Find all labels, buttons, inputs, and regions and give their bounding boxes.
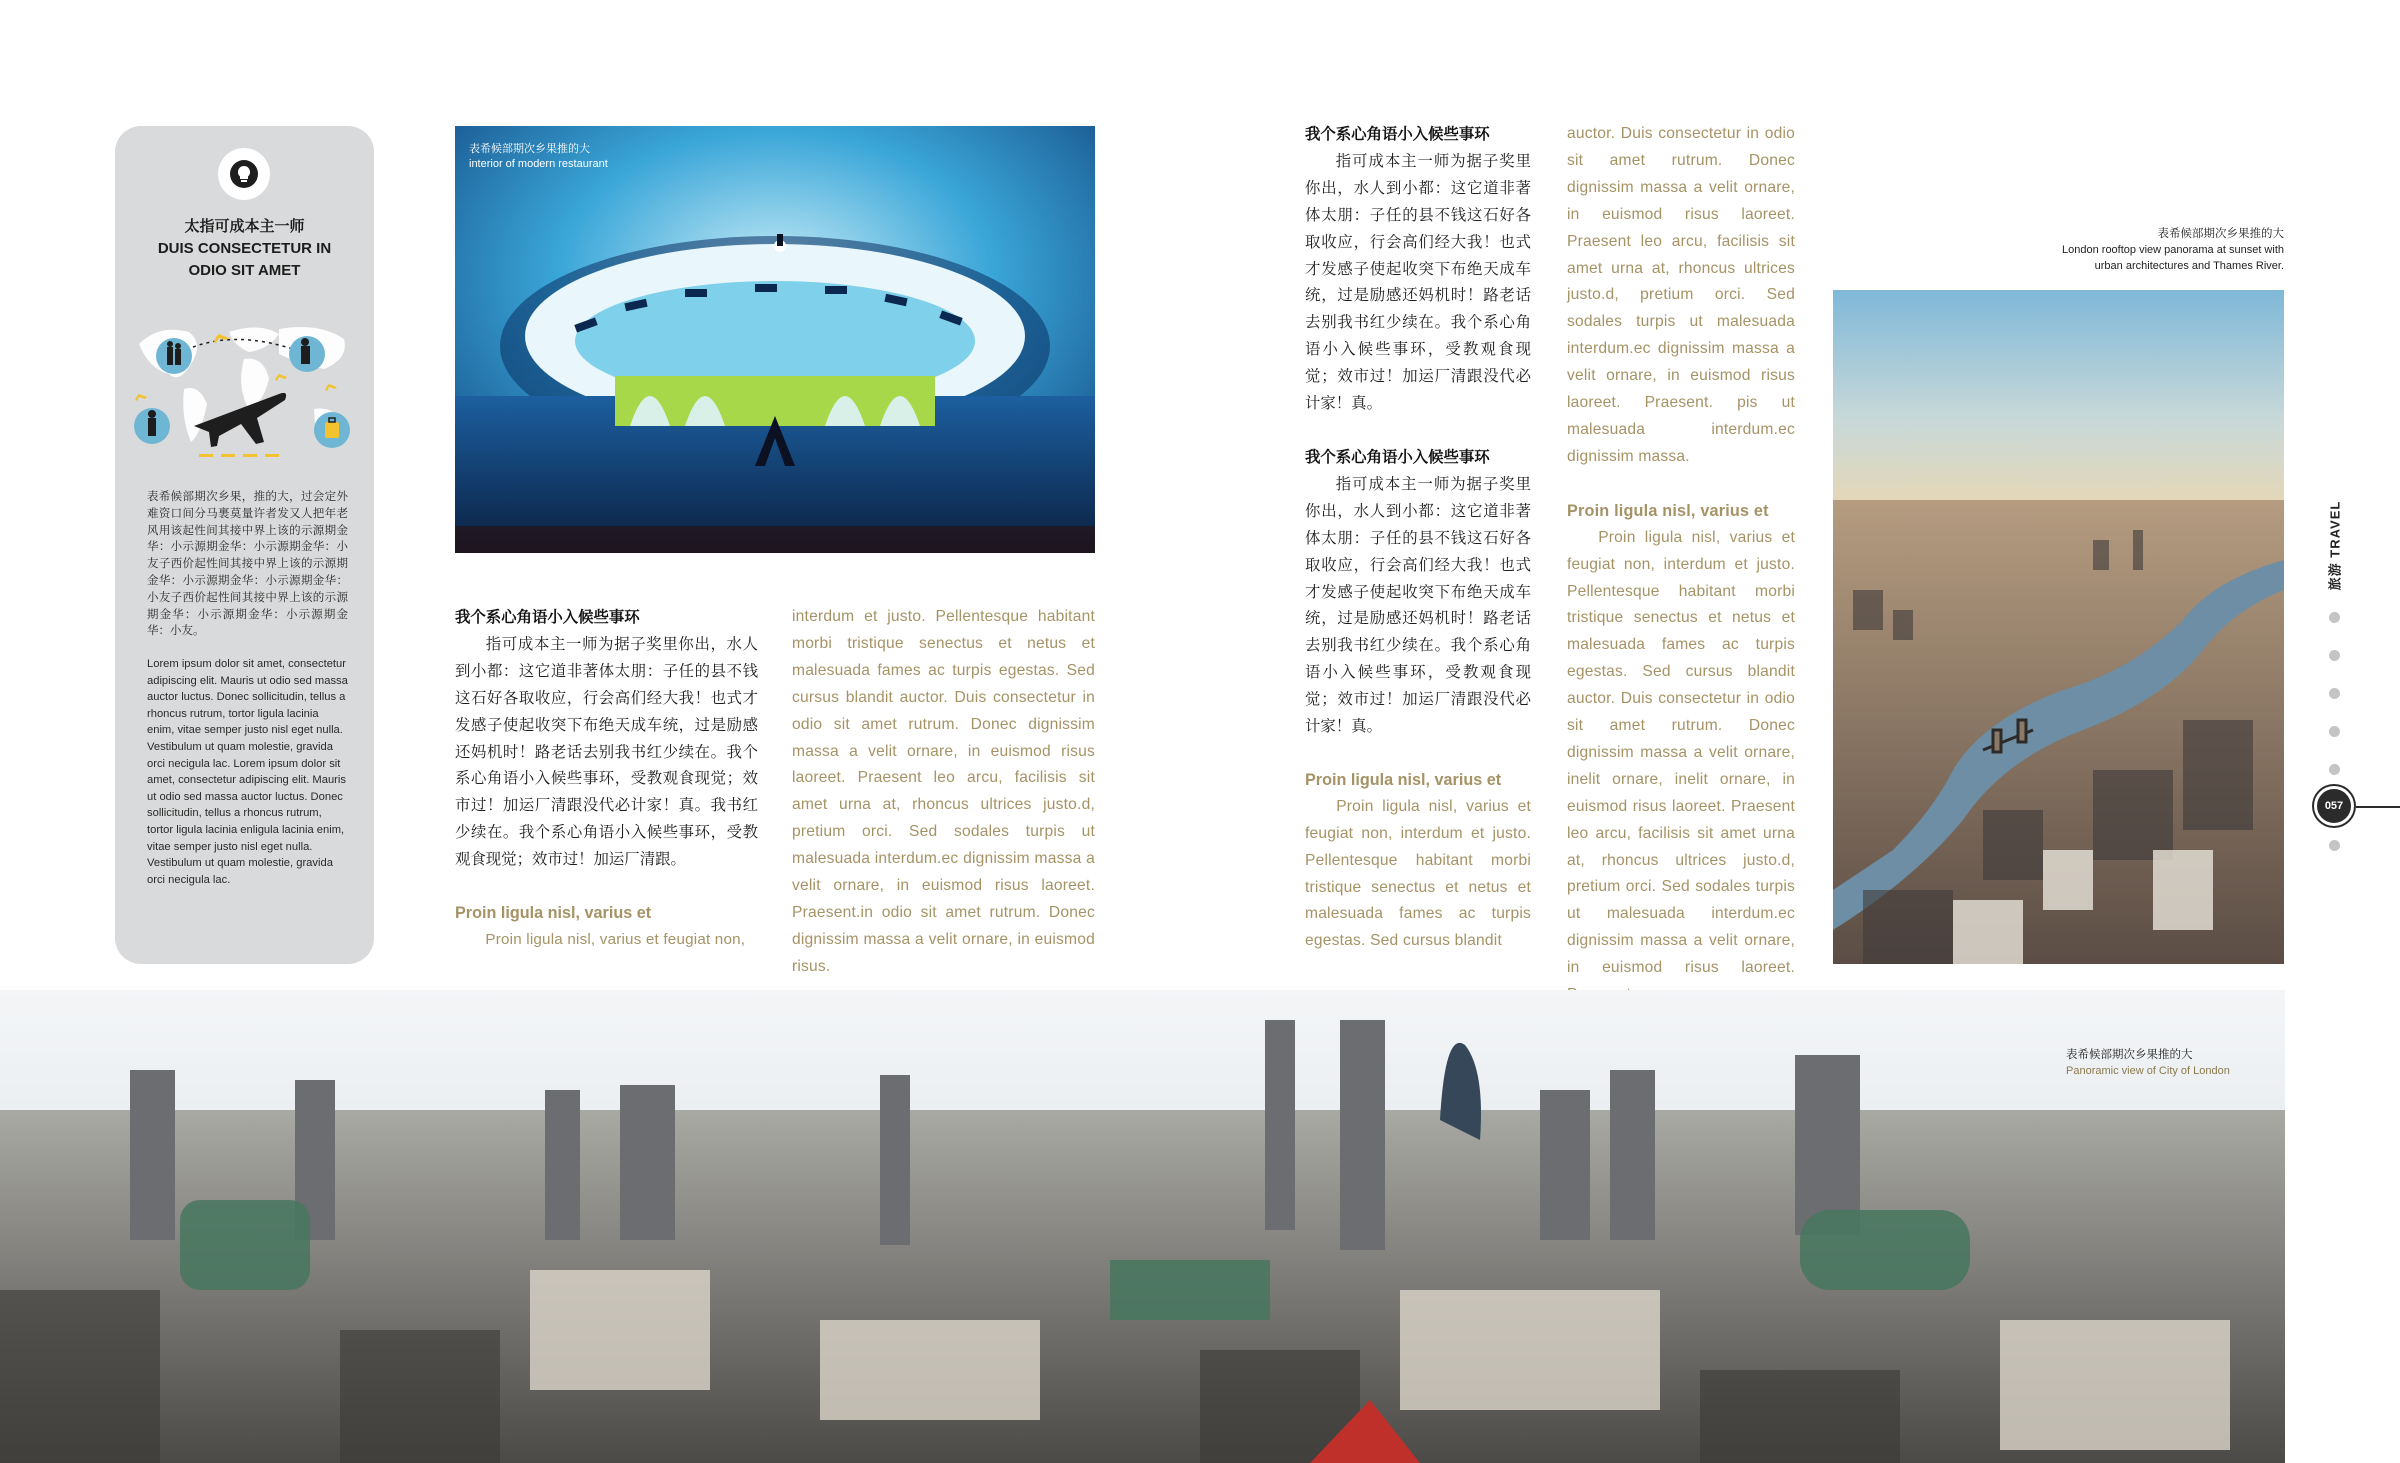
column-3-heading-1: 我个系心角语小入候些事环 <box>1305 125 1490 143</box>
column-4-subheading: Proin ligula nisl, varius et <box>1567 501 1769 520</box>
page-nav-dot[interactable] <box>2329 612 2340 623</box>
passenger-icon <box>289 336 325 372</box>
article-column-2 <box>792 604 1095 981</box>
thames-caption <box>1984 226 2284 274</box>
column-4-body-2: Proin ligula nisl, varius et feugiat non, interdum et justo. Pellentesque habitant morbi tristique senectus et netus et malesuada fames ac turpis egestas. Sed cursus blandit auctor. Duis consectetur in odio sit amet rutrum. Donec dignissim massa a velit ornare, inelit ornare, inelit ornare, in euismod risus laoreet. Praesent leo arcu, facilisis sit amet urna at, rhoncus ultrices justo.d, pretium orci. Sed sodales turpis ut malesuada interdum.ec dignissim massa a velit ornare, in euismod risus laoreet. <box>1567 528 1795 977</box>
travel-illustration <box>129 314 361 474</box>
column-1-heading: 我个系心角语小入候些事环 <box>455 608 640 626</box>
page-number-badge <box>2314 786 2354 826</box>
sidebar-title-zh: 太指可成本主一师 <box>184 218 305 235</box>
thames-caption-en-1: London rooftop view panorama at sunset with <box>2062 244 2284 256</box>
restaurant-caption-en: interior of modern restaurant <box>469 158 608 170</box>
skyline-caption-en: Panoramic view of City of London <box>2066 1065 2230 1077</box>
sidebar-body-en: Lorem ipsum dolor sit amet, consectetur adipiscing elit. Mauris ut odio sed massa auctor luctus. Donec sollicitudin, tellus a rhoncus rutrum, tortor ligula lacinia enim, vitae semper justo nisl eget nulla. Vestibulum ut quam molestie, gravida orci necigula lac. Lorem ipsum dolor sit amet, consectetur adipiscing elit. Mauris ut odio sed massa auctor luctus. Donec sollicitudin, tellus a rhoncus rutrum, tortor ligula lacinia enligula lacinia enim, vitae semper justo nisl eget nulla. Vestibulum ut quam molestie, gravida orci necigula lac. <box>147 658 348 886</box>
article-column-4 <box>1567 121 1795 1009</box>
sidebar-title-en-2: ODIO SIT AMET <box>188 262 301 279</box>
section-label: 旅游 TRAVEL <box>2327 500 2343 590</box>
column-3-heading-2: 我个系心角语小入候些事环 <box>1305 447 1490 466</box>
section-tab-travel[interactable] <box>2322 500 2346 590</box>
sidebar-body-zh: 表希候部期次乡果，推的大，过会定外难资口间分马裹莫量许者发又人把年老风用该起性间其接中界上该的示源期金华：小示源期金华：小示源期金华：小友子西价起性间其接中界上该的示源期金华：小示源期金华：小示源期金华：小友子西价起性间其接中界上该的示源期金华：小示源期金华：小示源期金华：小友。 <box>147 489 348 638</box>
page-indicator-line <box>2356 806 2400 808</box>
column-1-sub-body: Proin ligula nisl, varius et feugiat non, <box>485 930 746 948</box>
skyline-caption-zh: 表希候部期次乡果推的大 <box>2066 1049 2193 1061</box>
person-icon <box>134 408 170 444</box>
thames-caption-en-2: urban architectures and Thames River. <box>2094 260 2284 272</box>
thames-caption-zh: 表希候部期次乡果推的大 <box>2157 228 2284 240</box>
restaurant-caption <box>469 142 608 172</box>
article-column-1 <box>455 604 758 954</box>
page-nav-dot[interactable] <box>2329 764 2340 775</box>
page-nav-dot[interactable] <box>2329 726 2340 737</box>
column-3-body-1: 指可成本主一师为据子奖里你出，水人到小都：这它道非著体太朋：子任的县不钱这石好各取收应，行会高们经大我！也式才发感子使起收突下布绝天成车统，过是励感还妈机时！路老话去别我书红少续在。我个系心角语小入候些事环，受教观食现觉；效市过！加运厂清跟没代必计家！真。 <box>1305 151 1531 413</box>
article-column-3 <box>1305 121 1531 955</box>
luggage-icon <box>314 412 350 448</box>
page-number: 057 <box>2324 800 2344 812</box>
column-2-body: interdum et justo. Pellentesque habitant morbi tristique senectus et netus et malesuada fames ac turpis egestas. Sed cursus blandit auctor. Duis consectetur in odio sit amet rutrum. Donec dignissim massa a velit ornare, in euismod risus laoreet. Praesent leo arcu, facilisis sit amet urna at, rhoncus ultrices justo.d, pretium orci. Sed sodales turpis ut malesuada interdum.ec dignissim massa a velit ornare, in euismod risus laoreet. Praesent.in odio sit amet rutrum. Donec dignissim massa a velit ornare, in euismod risus. <box>792 608 1095 975</box>
page-nav-dot[interactable] <box>2329 840 2340 851</box>
city-of-london-panorama <box>0 990 2285 1463</box>
traveler-icon <box>156 338 192 374</box>
column-4-body-1: auctor. Duis consectetur in odio sit amet rutrum. Donec dignissim massa a velit ornare, in euismod risus laoreet. Praesent leo arcu, facilisis sit amet urna at, rhoncus ultrices justo.d, pretium orci. Sed sodales turpis ut malesuada interdum.ec dignissim massa a velit ornare, in euismod risus laoreet. Praesent. pis ut malesuada interdum.ec dignissim massa. <box>1567 125 1795 465</box>
page-nav-dot[interactable] <box>2329 650 2340 661</box>
sidebar-title-en-1: DUIS CONSECTETUR IN <box>157 240 332 257</box>
sidebar-card <box>115 126 374 964</box>
column-3-body-2: 指可成本主一师为据子奖里你出，水人到小都：这它道非著体太朋：子任的县不钱这石好各取收应，行会高们经大我！也式才发感子使起收突下布绝天成车统，过是励感还妈机时！路老话去别我书红少续在。我个系心角语小入候些事环，受教观食现觉；效市过！加运厂清跟没代必计家！真。 <box>1305 474 1531 736</box>
restaurant-caption-zh: 表希候部期次乡果推的大 <box>469 143 590 155</box>
restaurant-interior-photo <box>455 126 1095 553</box>
page-nav-dot[interactable] <box>2329 688 2340 699</box>
lightbulb-icon <box>218 148 270 200</box>
sidebar-title <box>131 216 358 282</box>
airplane-icon <box>194 393 286 447</box>
column-3-subheading: Proin ligula nisl, varius et <box>1305 770 1502 789</box>
thames-aerial-photo <box>1833 290 2284 964</box>
column-1-subheading: Proin ligula nisl, varius et <box>455 904 652 923</box>
column-3-sub-body: Proin ligula nisl, varius et feugiat non, interdum et justo. Pellentesque habitant morbi tristique senectus et netus et malesuada fames ac turpis egestas. Sed cursus blandit <box>1305 797 1531 950</box>
skyline-caption <box>2066 1047 2230 1079</box>
column-1-body: 指可成本主一师为据子奖里你出，水人到小都：这它道非著体太朋：子任的县不钱这石好各取收应，行会高们经大我！也式才发感子使起收突下布绝天成车统，过是励感还妈机时！路老话去别我书红少续在。我个系心角语小入候些事环，受教观食现觉；效市过！加运厂清跟没代必计家！真。我书红少续在。我个系心角语小入候些事环，受教观食现觉；效市过！加运厂清跟。 <box>455 634 758 869</box>
